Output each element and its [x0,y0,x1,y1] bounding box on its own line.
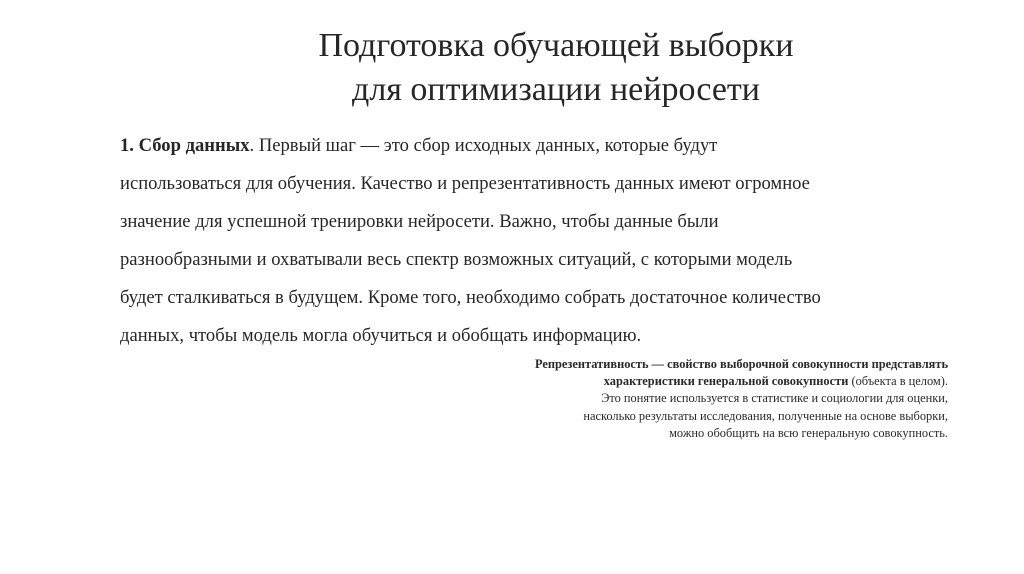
paragraph-line-2: использоваться для обучения. Качество и репрезентативность данных имеют огромное [120,173,810,194]
note-line-2-bold: характеристики генеральной совокупности [603,374,849,389]
note-line-5: можно обобщить на всю генеральную совокупность. [669,425,948,440]
paragraph-heading: 1. Сбор данных [120,135,250,156]
note-line-3: Это понятие используется в статистике и социологии для оценки, [601,391,948,406]
paragraph-line-6: данных, чтобы модель могла обучиться и обобщать информацию. [120,325,642,346]
paragraph-line-3: значение для успешной тренировки нейросети. Важно, чтобы данные были [120,211,719,232]
paragraph-line-5: будет сталкиваться в будущем. Кроме того, необходимо собрать достаточное количество [120,287,821,308]
note-line-4: насколько результаты исследования, полученные на основе выборки, [583,408,948,423]
paragraph-line-4: разнообразными и охватывали весь спектр возможных ситуаций, с которыми модель [120,249,793,270]
paragraph-line-1 [120,127,960,165]
note-line-2 [400,373,948,390]
note-line-1-bold: Репрезентативность — свойство выборочной совокупности представлять [534,357,948,371]
slide-title-line-2: для оптимизации нейросети [352,71,760,108]
note-line-2-rest: (объекта в целом). [848,374,948,389]
definition-note [400,356,948,442]
slide-title [200,24,912,112]
paragraph-line-1-rest: . Первый шаг — это сбор исходных данных, которые будут [249,135,718,156]
note-line-1 [400,356,948,373]
slide-title-line-1: Подготовка обучающей выборки [318,27,794,64]
main-paragraph [120,127,960,355]
